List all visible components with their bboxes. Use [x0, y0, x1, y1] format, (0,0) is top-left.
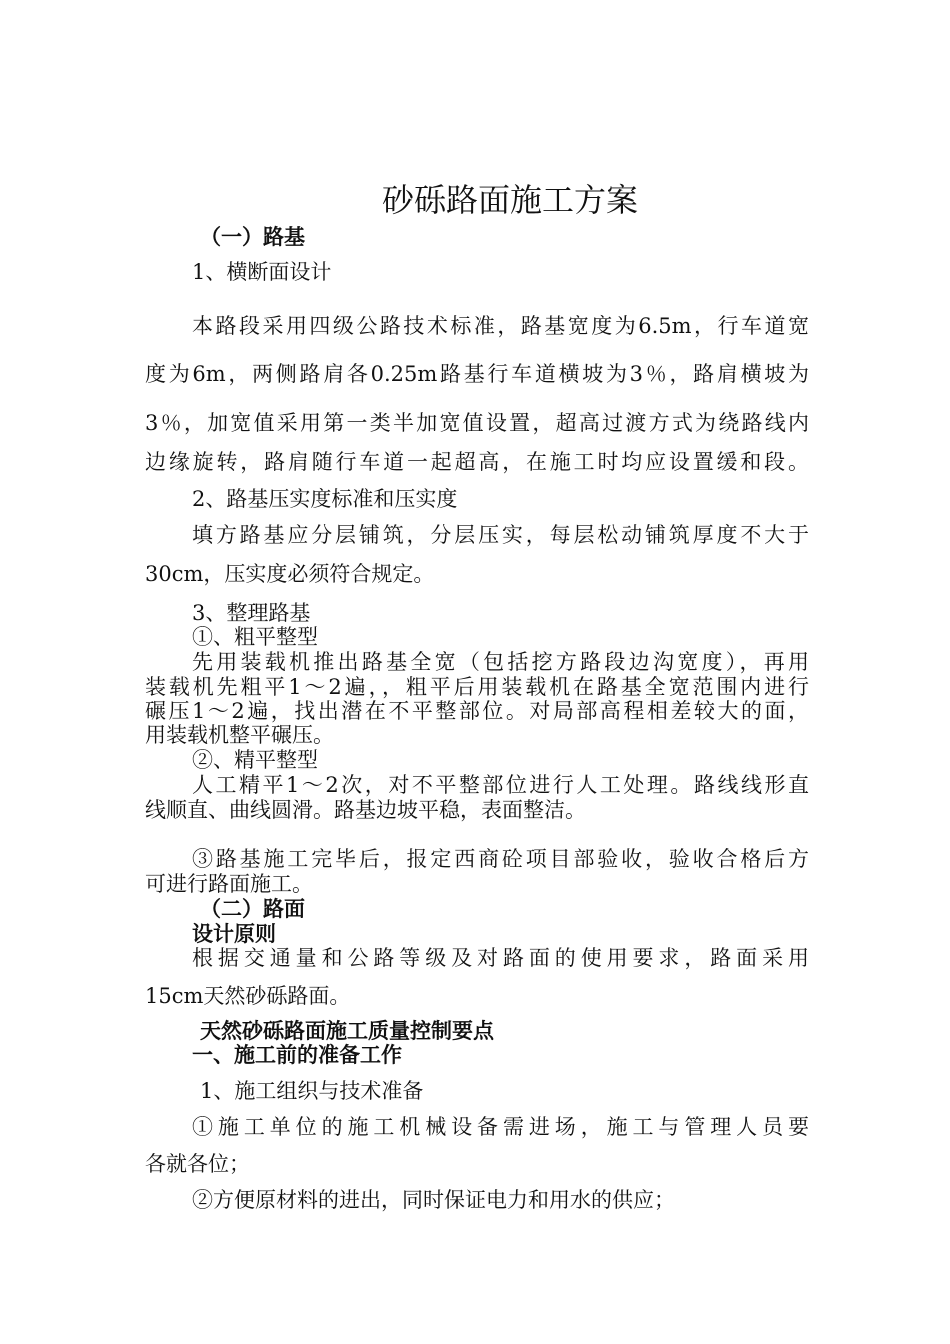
paragraph-line: 根据交通量和公路等级及对路面的使用要求，路面采用	[192, 946, 809, 970]
section-heading-roadbed: （一）路基	[200, 225, 305, 249]
paragraph-line: 度为6m，两侧路肩各0.25m路基行车道横坡为3％，路肩横坡为	[145, 362, 809, 386]
subheading-cross-section: 1、横断面设计	[192, 260, 332, 284]
paragraph-line: 3％，加宽值采用第一类半加宽值设置，超高过渡方式为绕路线内	[145, 411, 809, 435]
subheading-finishing: 3、整理路基	[192, 601, 311, 625]
paragraph-line: ③路基施工完毕后，报定西商砼项目部验收，验收合格后方	[192, 847, 809, 871]
paragraph-line: 边缘旋转，路肩随行车道一起超高，在施工时均应设置缓和段。	[145, 450, 809, 474]
subheading-organization: 1、施工组织与技术准备	[200, 1079, 424, 1103]
list-item: ①施工单位的施工机械设备需进场，施工与管理人员要	[192, 1115, 809, 1139]
paragraph-line: 用装载机整平碾压。	[145, 723, 334, 747]
list-item: ②方便原材料的进出，同时保证电力和用水的供应；	[192, 1188, 675, 1212]
subheading-design-principle: 设计原则	[192, 922, 276, 946]
subheading-compaction: 2、路基压实度标准和压实度	[192, 487, 458, 511]
paragraph-line: 填方路基应分层铺筑，分层压实，每层松动铺筑厚度不大于	[192, 523, 809, 547]
list-item-continuation: 各就各位；	[145, 1152, 250, 1176]
document-title: 砂砾路面施工方案	[381, 181, 638, 219]
item-heading-rough-leveling: ①、粗平整型	[192, 625, 318, 649]
paragraph-line: 可进行路面施工。	[145, 872, 313, 896]
heading-preparation: 一、施工前的准备工作	[192, 1043, 402, 1067]
paragraph-line: 本路段采用四级公路技术标准，路基宽度为6.5m，行车道宽	[192, 314, 809, 338]
heading-quality-control: 天然砂砾路面施工质量控制要点	[200, 1019, 494, 1043]
paragraph-line: 线顺直、曲线圆滑。路基边坡平稳，表面整洁。	[145, 798, 586, 822]
section-heading-pavement: （二）路面	[200, 897, 305, 921]
paragraph-line: 30cm，压实度必须符合规定。	[145, 562, 435, 586]
paragraph-line: 装载机先粗平1～2遍，，粗平后用装载机在路基全宽范围内进行	[145, 675, 809, 699]
paragraph-line: 碾压1～2遍，找出潜在不平整部位。对局部高程相差较大的面，	[145, 699, 809, 723]
paragraph-line: 15cm天然砂砾路面。	[145, 984, 351, 1008]
paragraph-line: 先用装载机推出路基全宽（包括挖方路段边沟宽度），再用	[192, 650, 809, 674]
item-heading-fine-leveling: ②、精平整型	[192, 748, 318, 772]
paragraph-line: 人工精平1～2次，对不平整部位进行人工处理。路线线形直	[192, 773, 809, 797]
